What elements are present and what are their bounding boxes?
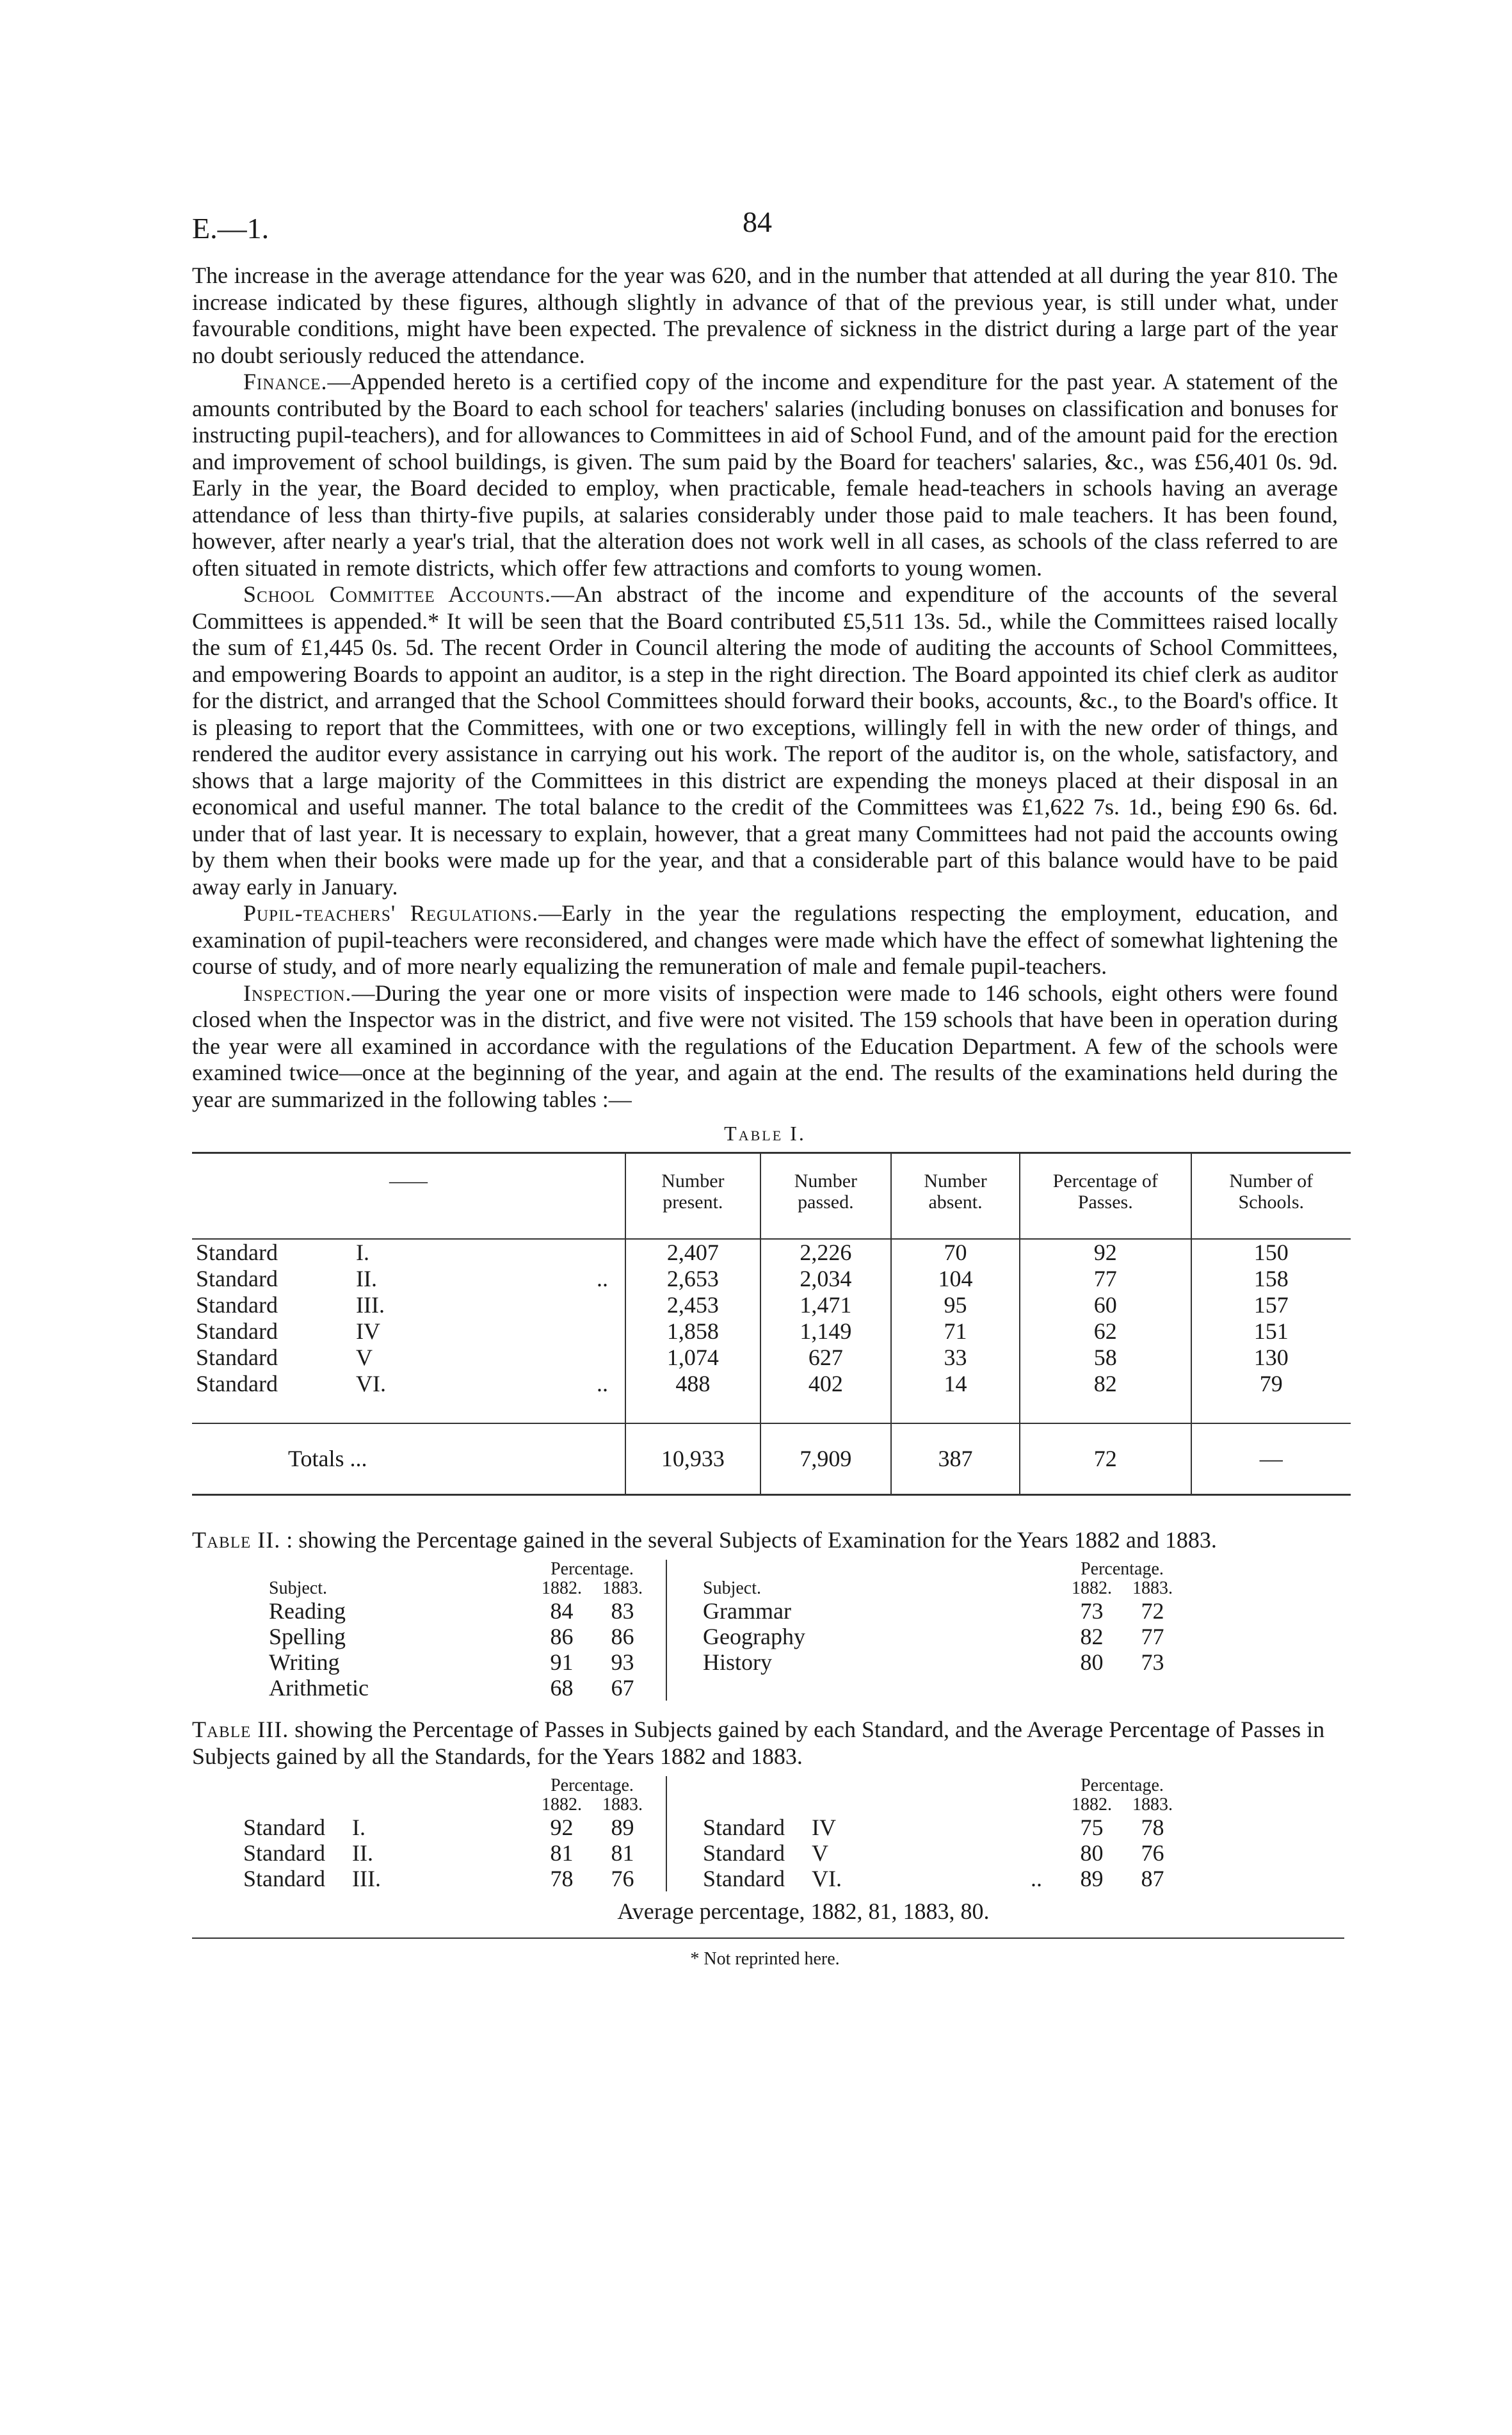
- pct-1882: 80: [1080, 1649, 1104, 1675]
- attendance-paragraph: The increase in the average attendance for the year was 620, and in the number that attended at all during the year 810. The increase indicated by these figures, although slightly in advance of that of the previous year, is still under what, under favourable conditions, might have been expected. The prevalence of sickness in the district during a large part of the year no doubt seriously reduced the attendance.: [192, 263, 1338, 368]
- table-2-left-head: [192, 1560, 653, 1579]
- subject-name: Geography: [703, 1624, 805, 1649]
- table-3-right: [690, 1776, 1183, 1891]
- table-2-caption-head: Table II.: [192, 1527, 281, 1553]
- percentage-passes: 77: [1020, 1266, 1191, 1292]
- pct-1882: 92: [550, 1815, 574, 1840]
- pct-1882: 68: [550, 1675, 574, 1701]
- table-2-right-subhead: [690, 1579, 1183, 1598]
- number-schools: 151: [1191, 1318, 1351, 1345]
- number-present: 1,074: [625, 1345, 760, 1371]
- committee-accounts-paragraph: [192, 581, 1338, 900]
- year-1883-right: 1883.: [1132, 1578, 1173, 1598]
- leader-dots: [608, 1240, 621, 1266]
- standard-row: [192, 1815, 653, 1840]
- pupil-teachers-text: —Early in the year the regulations respecting the employment, education, and examination of pupil-teachers were reconsidered, and changes were made which have the effect of somewhat lightening the course of study, and of more nearly equalizing the remuneration of male and female pupil-teachers.: [192, 900, 1338, 979]
- standard-number: VI.: [356, 1371, 386, 1396]
- number-passed: 402: [760, 1371, 891, 1423]
- number-passed: 627: [760, 1345, 891, 1371]
- number-present: 488: [625, 1371, 760, 1423]
- standard-label: [690, 1815, 1061, 1840]
- standard-word: Standard: [243, 1840, 325, 1866]
- table-1: [192, 1152, 1351, 1496]
- committee-accounts-text: —An abstract of the income and expenditure of the accounts of the several Committees is appended.* It will be seen that the Board contributed £5,511 13s. 5d., while the Committees raised locally the sum of £1,445 0s. 5d. The recent Order in Council altering the mode of auditing the accounts of School Committees, and empowering Boards to appoint an auditor, is a step in the right direction. The Board appointed its chief clerk as auditor for the district, and arranged that the School Committees should forward their books, accounts, &c., to the Board's office. It is pleasing to report that the Committees, with one or two exceptions, willingly fell in with the new order of things, and rendered the auditor every assistance in carrying out his work. The report of the auditor is, on the whole, satisfactory, and shows that a large majority of the Committees in this district are expending the moneys placed at their disposal in an economical and useful manner. The total balance to the credit of the Committees was £1,622 7s. 1d., being £90 6s. 6d. under that of last year. It is necessary to explain, however, that a great many Committees had not paid the accounts owing by them when their books were made up for the year, and that a considerable part of this balance would have to be paid away early in January.: [192, 581, 1338, 900]
- subject-row: [192, 1598, 653, 1624]
- table-2-caption: [192, 1526, 1338, 1553]
- number-schools: 150: [1191, 1239, 1351, 1266]
- table-1-title: Table I.: [724, 1122, 806, 1145]
- standard-word: Standard: [196, 1292, 278, 1318]
- standard-number: III.: [352, 1866, 381, 1891]
- subject-name: History: [703, 1649, 772, 1675]
- totals-passed: 7,909: [760, 1423, 891, 1495]
- leader-dots: [512, 1815, 531, 1840]
- standard-number: V: [356, 1345, 373, 1370]
- number-present: 2,407: [625, 1239, 760, 1266]
- pct-1882: 89: [1080, 1866, 1104, 1891]
- leader-dots: [1042, 1815, 1061, 1840]
- leader-dots: [608, 1345, 621, 1371]
- pct-1882: 86: [550, 1624, 574, 1649]
- finance-text: —Appended hereto is a certified copy of the income and expenditure for the past year. A statement of the amounts contributed by the Board to each school for teachers' salaries (including bonuses on classification and bonuses for instructing pupil-teachers), and for allowances to Committees in aid of School Fund, and of the amount paid for the erection and improvement of school buildings, is given. The sum paid by the Board for teachers' salaries, &c., was £56,401 0s. 9d. Early in the year, the Board decided to employ, when practicable, female head-teachers in schools having an average attendance of less than thirty-five pupils, at salaries considerably under those paid to male teachers. It has been found, however, after nearly a year's trial, that the alteration does not work well in all cases, as schools of the class referred to are often situated in remote districts, which offer few attractions and comforts to young women.: [192, 369, 1338, 581]
- number-absent: 33: [891, 1345, 1020, 1371]
- inspection-heading: Inspection.: [243, 980, 352, 1006]
- pct-1883: 73: [1141, 1649, 1164, 1675]
- subject-label: Subject.: [269, 1578, 327, 1598]
- inspection-text: —During the year one or more visits of inspection were made to 146 schools, eight others were found closed when the Inspector was in the district, and five were not visited. The 159 schools that have been in operation during the year were all examined in accordance with the regulations of the Education Department. A few of the schools were examined twice—once at the beginning of the year, and again at the end. The results of the examinations held during the year are summarized in the following tables :—: [192, 980, 1338, 1112]
- standard-number: I.: [352, 1815, 366, 1840]
- table-3-right-subhead: [690, 1795, 1183, 1815]
- percentage-passes: 58: [1020, 1345, 1191, 1371]
- subject-row: [690, 1624, 1183, 1649]
- subject-name: Reading: [269, 1598, 346, 1624]
- table-1-row: [192, 1239, 1351, 1266]
- percentage-passes: 82: [1020, 1371, 1191, 1423]
- percentage-label: Percentage.: [551, 1559, 634, 1579]
- table-2-left-rows: [192, 1598, 653, 1701]
- table-3-left-rows: [192, 1815, 653, 1891]
- table-3-right-head: [690, 1776, 1183, 1795]
- table-1-row: [192, 1292, 1351, 1318]
- subject-row: [690, 1649, 1183, 1675]
- pct-1883: 83: [611, 1598, 634, 1624]
- pct-1883: 67: [611, 1675, 634, 1701]
- year-1883: 1883.: [602, 1578, 643, 1598]
- pct-1883: 78: [1141, 1815, 1164, 1840]
- col-number-passed: Number passed.: [760, 1153, 891, 1240]
- pct-1883: 93: [611, 1649, 634, 1675]
- number-present: 1,858: [625, 1318, 760, 1345]
- finance-paragraph: [192, 369, 1338, 581]
- col-number-absent: Number absent.: [891, 1153, 1020, 1240]
- standard-number: IV: [812, 1815, 836, 1840]
- year-1882: 1882.: [542, 1578, 582, 1598]
- totals-label: Totals ...: [288, 1446, 367, 1471]
- standard-row: [192, 1840, 653, 1866]
- totals-absent: 387: [891, 1423, 1020, 1495]
- number-schools: 79: [1191, 1371, 1351, 1423]
- standard-number: VI.: [812, 1866, 842, 1891]
- standard-label: [192, 1815, 531, 1840]
- document-page: [192, 205, 1338, 1970]
- col-percentage-passes: Percentage of Passes.: [1020, 1153, 1191, 1240]
- standard-word: Standard: [196, 1318, 278, 1344]
- leader-dots: [1042, 1840, 1061, 1866]
- number-absent: 70: [891, 1239, 1020, 1266]
- standard-label: [690, 1866, 1061, 1891]
- table-3: [192, 1776, 1338, 1891]
- pct-1883: 81: [611, 1840, 634, 1866]
- table-3-right-rows: [690, 1815, 1183, 1891]
- subject-row: [192, 1675, 653, 1701]
- finance-heading: Finance.: [243, 369, 328, 394]
- number-present: 2,453: [625, 1292, 760, 1318]
- t3-year-1882: 1882.: [542, 1795, 582, 1815]
- number-schools: 158: [1191, 1266, 1351, 1292]
- pct-1882: 82: [1080, 1624, 1104, 1649]
- table-1-body: [192, 1239, 1351, 1423]
- standard-label: [192, 1345, 625, 1371]
- standard-label: [192, 1266, 625, 1292]
- table-2-left: [192, 1560, 653, 1701]
- standard-number: V: [812, 1840, 828, 1866]
- subject-row: [192, 1624, 653, 1649]
- standard-label: [192, 1371, 625, 1423]
- standard-number: III.: [356, 1292, 385, 1318]
- t3-percentage-label: Percentage.: [551, 1776, 634, 1795]
- standard-word: Standard: [196, 1345, 278, 1370]
- document-reference: E.—1.: [192, 212, 269, 245]
- number-passed: 1,149: [760, 1318, 891, 1345]
- totals-present: 10,933: [625, 1423, 760, 1495]
- subject-row: [690, 1598, 1183, 1624]
- standard-number: II.: [356, 1266, 377, 1291]
- standard-label: [192, 1292, 625, 1318]
- committee-accounts-heading: School Committee Accounts.: [243, 581, 551, 607]
- pct-1882: 80: [1080, 1840, 1104, 1866]
- leader-dots: ..: [597, 1266, 608, 1291]
- standard-row: [192, 1866, 653, 1891]
- standard-word: Standard: [243, 1866, 325, 1891]
- col-number-present: Number present.: [625, 1153, 760, 1240]
- page-header: [192, 205, 1338, 263]
- t3-year-1883: 1883.: [602, 1795, 643, 1815]
- pct-1883: 72: [1141, 1598, 1164, 1624]
- number-absent: 71: [891, 1318, 1020, 1345]
- table-2-right: [690, 1560, 1183, 1701]
- standard-label: [192, 1840, 531, 1866]
- table-1-row: [192, 1318, 1351, 1345]
- pct-1882: 75: [1080, 1815, 1104, 1840]
- table-2-caption-text: : showing the Percentage gained in the several Subjects of Examination for the Years 1882 and 1883.: [286, 1527, 1217, 1553]
- subject-name: Spelling: [269, 1624, 346, 1649]
- subject-name: Writing: [269, 1649, 340, 1675]
- standard-word: Standard: [703, 1840, 785, 1866]
- table-3-left: [192, 1776, 653, 1891]
- percentage-passes: 62: [1020, 1318, 1191, 1345]
- table-2-right-head: [690, 1560, 1183, 1579]
- table-3-left-head: [192, 1776, 653, 1795]
- pupil-teachers-heading: Pupil-teachers' Regulations.: [243, 900, 539, 926]
- pct-1882: 84: [550, 1598, 574, 1624]
- percentage-passes: 92: [1020, 1239, 1191, 1266]
- table-1-totals: [192, 1423, 1351, 1495]
- table-3-left-subhead: [192, 1795, 653, 1815]
- table-1-row: [192, 1266, 1351, 1292]
- number-schools: 130: [1191, 1345, 1351, 1371]
- pct-1882: 91: [550, 1649, 574, 1675]
- standard-label: [192, 1318, 625, 1345]
- leader-dots: [608, 1318, 621, 1345]
- pct-1882: 73: [1080, 1598, 1104, 1624]
- subject-row: [192, 1649, 653, 1675]
- number-absent: 104: [891, 1266, 1020, 1292]
- standard-word: Standard: [196, 1266, 278, 1291]
- table-2: [192, 1560, 1338, 1701]
- table-2-divider: [666, 1560, 667, 1701]
- table-2-right-rows: [690, 1598, 1183, 1675]
- leader-dots: [512, 1840, 531, 1866]
- pct-1883: 87: [1141, 1866, 1164, 1891]
- number-passed: 2,034: [760, 1266, 891, 1292]
- number-schools: 157: [1191, 1292, 1351, 1318]
- percentage-passes: 60: [1020, 1292, 1191, 1318]
- standard-label: [192, 1866, 531, 1891]
- leader-dots: [512, 1866, 531, 1891]
- standard-number: II.: [352, 1840, 373, 1866]
- leader-dots: [608, 1292, 621, 1318]
- totals-row: [192, 1423, 1351, 1495]
- pct-1883: 86: [611, 1624, 634, 1649]
- subject-name: Grammar: [703, 1598, 791, 1624]
- pct-1883: 77: [1141, 1624, 1164, 1649]
- standard-word: Standard: [703, 1866, 785, 1891]
- t3-percentage-label-right: Percentage.: [1081, 1776, 1164, 1795]
- pct-1883: 89: [611, 1815, 634, 1840]
- table-2-left-subhead: [192, 1579, 653, 1598]
- page-number: 84: [743, 206, 772, 238]
- standard-word: Standard: [196, 1240, 278, 1265]
- percentage-label-right: Percentage.: [1081, 1559, 1164, 1579]
- standard-row: [690, 1866, 1183, 1891]
- year-1882-right: 1882.: [1072, 1578, 1112, 1598]
- pct-1882: 81: [550, 1840, 574, 1866]
- leader-dots: ..: [597, 1371, 608, 1396]
- pct-1883: 76: [1141, 1840, 1164, 1866]
- standard-row: [690, 1815, 1183, 1840]
- t3-year-1883-right: 1883.: [1132, 1795, 1173, 1815]
- inspection-paragraph: [192, 980, 1338, 1113]
- standard-word: Standard: [703, 1815, 785, 1840]
- table-3-divider: [666, 1776, 667, 1891]
- totals-schools: —: [1191, 1423, 1351, 1495]
- number-absent: 95: [891, 1292, 1020, 1318]
- table-1-row: [192, 1345, 1351, 1371]
- totals-percentage: 72: [1020, 1423, 1191, 1495]
- standard-row: [690, 1840, 1183, 1866]
- table-1-header-row: [192, 1153, 1351, 1240]
- standard-label: [690, 1840, 1061, 1866]
- standard-number: IV: [356, 1318, 380, 1344]
- average-percentage: Average percentage, 1882, 81, 1883, 80.: [617, 1898, 990, 1924]
- standard-label: [192, 1239, 625, 1266]
- leader-dots: ..: [1031, 1866, 1042, 1891]
- number-passed: 2,226: [760, 1239, 891, 1266]
- number-present: 2,653: [625, 1266, 760, 1292]
- table-3-caption-head: Table III.: [192, 1717, 289, 1742]
- subject-label-right: Subject.: [703, 1578, 761, 1598]
- t3-year-1882-right: 1882.: [1072, 1795, 1112, 1815]
- table-1-row: [192, 1371, 1351, 1423]
- standard-word: Standard: [196, 1371, 278, 1396]
- standard-number: I.: [356, 1240, 369, 1265]
- table-3-caption: [192, 1716, 1338, 1770]
- subject-name: Arithmetic: [269, 1675, 369, 1701]
- col-number-schools: Number of Schools.: [1191, 1153, 1351, 1240]
- table-1-label-header: ——: [389, 1170, 428, 1192]
- pct-1883: 76: [611, 1866, 634, 1891]
- pct-1882: 78: [550, 1866, 574, 1891]
- footnote-rule: [192, 1937, 1344, 1939]
- standard-word: Standard: [243, 1815, 325, 1840]
- number-passed: 1,471: [760, 1292, 891, 1318]
- footnote: * Not reprinted here.: [690, 1949, 840, 1969]
- number-absent: 14: [891, 1371, 1020, 1423]
- pupil-teachers-paragraph: [192, 900, 1338, 980]
- table-3-caption-text: showing the Percentage of Passes in Subjects gained by each Standard, and the Average Percentage of Passes in Subjects gained by all the Standards, for the Years 1882 and 1883.: [192, 1717, 1325, 1769]
